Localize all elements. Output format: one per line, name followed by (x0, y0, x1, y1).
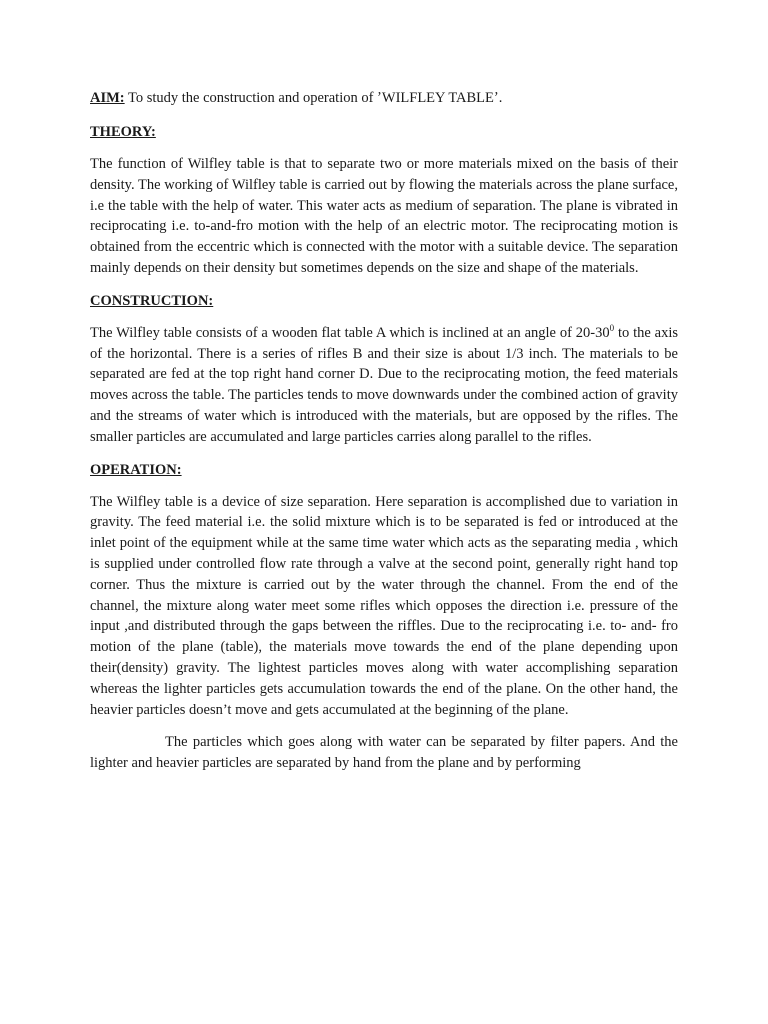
construction-text-part-1: The Wilfley table consists of a wooden flat table A which is inclined at an angle of 20-30 (90, 324, 610, 341)
construction-text-part-2: to the axis of the horizontal. There is a series of rifles B and their size is about 1/3 inch. The materials to be separated are fed at the top right hand corner D. Due to the reciprocating motion, the feed materials moves across the table. The particles tends to move downwards under the combined action of gravity and the streams of water which is introduced with the materials, but are opposed by the rifles. The smaller particles are accumulated and large particles carries along parallel to the rifles. (90, 324, 678, 445)
theory-paragraph: The function of Wilfley table is that to separate two or more materials mixed on the basis of their density. The working of Wilfley table is carried out by flowing the materials across the plane surface, i.e the table with the help of water. This water acts as medium of separation. The plane is vibrated in reciprocating i.e. to-and-fro motion with the help of an electric motor. The reciprocating motion is obtained from the eccentric which is connected with the motor with a suitable device. The separation mainly depends on their density but sometimes depends on the size and shape of the materials. (90, 156, 678, 276)
aim-text: To study the construction and operation of ʼWILFLEY TABLEʼ. (124, 90, 503, 106)
aim-line (90, 88, 678, 108)
operation-paragraph: The Wilfley table is a device of size separation. Here separation is accomplished due to variation in gravity. The feed material i.e. the solid mixture which is to be separated is fed or introduced at the inlet point of the equipment while at the same time water which acts as the separating media , which is supplied under controlled flow rate through a valve at the second point, generally right hand top corner. Thus the mixture is carried out by the water through the channel. From the end of the channel, the mixture along water meet some rifles which opposes the direction i.e. pressure of the input ,and distributed through the gaps between the riffles. Due to the reciprocating i.e. to- and- fro motion of the plane (table), the materials move towards the end of the plane depending upon their(density) gravity. The lightest particles moves along with water accomplishing separation whereas the lighter particles gets accumulation towards the end of the plane. On the other hand, the heavier particles doesn’t move and gets accumulated at the beginning of the plane. (90, 493, 678, 718)
construction-paragraph (90, 323, 678, 448)
degree-symbol: 0 (609, 322, 615, 333)
final-paragraph: The particles which goes along with water can be separated by filter papers. And the lighter and heavier particles are separated by hand from the plane and by performing (90, 734, 678, 772)
theory-heading: THEORY: (90, 124, 156, 140)
construction-heading: CONSTRUCTION: (90, 292, 214, 309)
operation-heading: OPERATION: (90, 461, 182, 478)
document-page (90, 88, 678, 786)
aim-label: AIM: (90, 90, 125, 106)
